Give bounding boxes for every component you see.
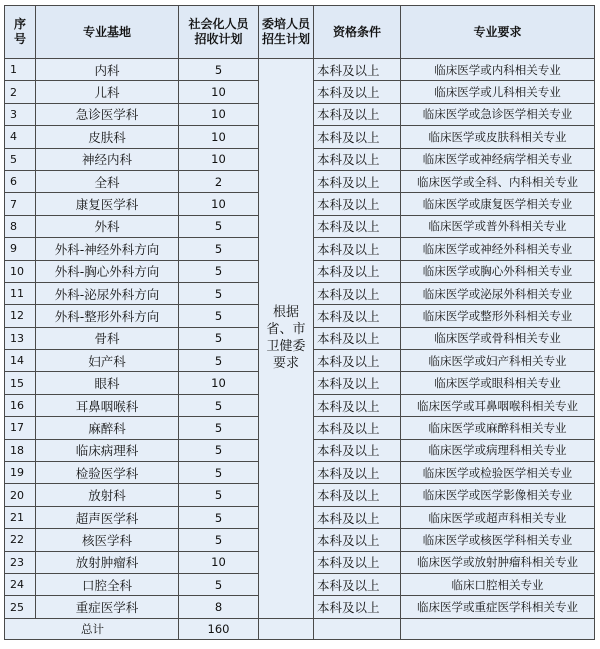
row-qualification: 本科及以上: [314, 126, 401, 148]
row-qualification: 本科及以上: [314, 394, 401, 416]
row-plan: 5: [179, 350, 259, 372]
row-base: 临床病理科: [36, 439, 179, 461]
row-qualification: 本科及以上: [314, 81, 401, 103]
table-row: [5, 59, 595, 81]
row-seq: 3: [5, 103, 36, 125]
row-qualification: 本科及以上: [314, 350, 401, 372]
row-qualification: 本科及以上: [314, 573, 401, 595]
row-plan: 5: [179, 506, 259, 528]
row-seq: 23: [5, 551, 36, 573]
row-qualification: 本科及以上: [314, 596, 401, 618]
row-base: 康复医学科: [36, 193, 179, 215]
row-qualification: 本科及以上: [314, 462, 401, 484]
row-seq: 24: [5, 573, 36, 595]
row-plan: 5: [179, 417, 259, 439]
row-qualification: 本科及以上: [314, 103, 401, 125]
row-qualification: 本科及以上: [314, 238, 401, 260]
row-plan: 5: [179, 260, 259, 282]
row-requirement: 临床口腔相关专业: [401, 573, 595, 595]
row-requirement: 临床医学或全科、内科相关专业: [401, 170, 595, 192]
row-seq: 25: [5, 596, 36, 618]
row-seq: 5: [5, 148, 36, 170]
total-label: 总计: [5, 618, 179, 639]
row-qualification: 本科及以上: [314, 529, 401, 551]
row-base: 耳鼻咽喉科: [36, 394, 179, 416]
row-plan: 10: [179, 193, 259, 215]
row-requirement: 临床医学或内科相关专业: [401, 59, 595, 81]
row-seq: 6: [5, 170, 36, 192]
row-requirement: 临床医学或儿科相关专业: [401, 81, 595, 103]
row-seq: 18: [5, 439, 36, 461]
row-seq: 17: [5, 417, 36, 439]
row-requirement: 临床医学或检验医学相关专业: [401, 462, 595, 484]
row-plan: 5: [179, 394, 259, 416]
row-requirement: 临床医学或普外科相关专业: [401, 215, 595, 237]
row-base: 外科: [36, 215, 179, 237]
row-requirement: 临床医学或骨科相关专业: [401, 327, 595, 349]
row-base: 骨科: [36, 327, 179, 349]
row-seq: 10: [5, 260, 36, 282]
row-requirement: 临床医学或麻醉科相关专业: [401, 417, 595, 439]
row-plan: 5: [179, 439, 259, 461]
row-qualification: 本科及以上: [314, 506, 401, 528]
row-seq: 7: [5, 193, 36, 215]
row-base: 外科-神经外科方向: [36, 238, 179, 260]
row-requirement: 临床医学或耳鼻咽喉科相关专业: [401, 394, 595, 416]
row-plan: 5: [179, 215, 259, 237]
total-empty-cell: [401, 618, 595, 639]
row-seq: 13: [5, 327, 36, 349]
table-body: [5, 59, 595, 640]
row-seq: 2: [5, 81, 36, 103]
row-qualification: 本科及以上: [314, 148, 401, 170]
row-seq: 11: [5, 282, 36, 304]
row-base: 外科-泌尿外科方向: [36, 282, 179, 304]
row-requirement: 临床医学或重症医学科相关专业: [401, 596, 595, 618]
total-empty-cell: [259, 618, 314, 639]
row-base: 内科: [36, 59, 179, 81]
row-requirement: 临床医学或整形外科相关专业: [401, 305, 595, 327]
header-base: 专业基地: [36, 6, 179, 59]
row-base: 儿科: [36, 81, 179, 103]
row-plan: 10: [179, 148, 259, 170]
row-base: 核医学科: [36, 529, 179, 551]
row-requirement: 临床医学或妇产科相关专业: [401, 350, 595, 372]
row-seq: 8: [5, 215, 36, 237]
row-base: 神经内科: [36, 148, 179, 170]
row-plan: 2: [179, 170, 259, 192]
header-social-plan: 社会化人员招收计划: [179, 6, 259, 59]
total-row: [5, 618, 595, 639]
row-requirement: 临床医学或超声科相关专业: [401, 506, 595, 528]
row-seq: 19: [5, 462, 36, 484]
row-seq: 22: [5, 529, 36, 551]
row-plan: 8: [179, 596, 259, 618]
recruitment-plan-table: [4, 5, 595, 640]
row-seq: 4: [5, 126, 36, 148]
row-plan: 5: [179, 238, 259, 260]
row-qualification: 本科及以上: [314, 551, 401, 573]
row-requirement: 临床医学或眼科相关专业: [401, 372, 595, 394]
row-plan: 5: [179, 484, 259, 506]
row-qualification: 本科及以上: [314, 372, 401, 394]
row-requirement: 临床医学或神经外科相关专业: [401, 238, 595, 260]
row-qualification: 本科及以上: [314, 59, 401, 81]
header-seq: 序号: [5, 6, 36, 59]
commission-plan-note: 根据省、市卫健委要求: [259, 59, 314, 619]
total-value: 160: [179, 618, 259, 639]
row-requirement: 临床医学或病理科相关专业: [401, 439, 595, 461]
row-seq: 20: [5, 484, 36, 506]
row-plan: 10: [179, 372, 259, 394]
row-base: 放射肿瘤科: [36, 551, 179, 573]
row-requirement: 临床医学或核医学科相关专业: [401, 529, 595, 551]
row-seq: 1: [5, 59, 36, 81]
row-plan: 5: [179, 573, 259, 595]
row-base: 妇产科: [36, 350, 179, 372]
row-plan: 5: [179, 327, 259, 349]
row-requirement: 临床医学或泌尿外科相关专业: [401, 282, 595, 304]
row-qualification: 本科及以上: [314, 193, 401, 215]
row-plan: 10: [179, 103, 259, 125]
row-plan: 5: [179, 305, 259, 327]
row-qualification: 本科及以上: [314, 170, 401, 192]
row-plan: 10: [179, 551, 259, 573]
row-base: 检验医学科: [36, 462, 179, 484]
row-base: 急诊医学科: [36, 103, 179, 125]
row-base: 超声医学科: [36, 506, 179, 528]
row-seq: 14: [5, 350, 36, 372]
row-base: 放射科: [36, 484, 179, 506]
row-qualification: 本科及以上: [314, 305, 401, 327]
row-requirement: 临床医学或胸心外科相关专业: [401, 260, 595, 282]
recruitment-table-wrapper: [4, 5, 595, 640]
row-base: 口腔全科: [36, 573, 179, 595]
row-seq: 15: [5, 372, 36, 394]
row-base: 眼科: [36, 372, 179, 394]
row-base: 麻醉科: [36, 417, 179, 439]
row-requirement: 临床医学或神经病学相关专业: [401, 148, 595, 170]
row-base: 外科-胸心外科方向: [36, 260, 179, 282]
row-qualification: 本科及以上: [314, 260, 401, 282]
row-qualification: 本科及以上: [314, 484, 401, 506]
row-base: 外科-整形外科方向: [36, 305, 179, 327]
row-qualification: 本科及以上: [314, 439, 401, 461]
row-seq: 16: [5, 394, 36, 416]
total-empty-cell: [314, 618, 401, 639]
header-row: [5, 6, 595, 59]
row-qualification: 本科及以上: [314, 282, 401, 304]
row-seq: 12: [5, 305, 36, 327]
row-plan: 10: [179, 126, 259, 148]
row-requirement: 临床医学或皮肤科相关专业: [401, 126, 595, 148]
row-base: 重症医学科: [36, 596, 179, 618]
row-qualification: 本科及以上: [314, 215, 401, 237]
row-seq: 9: [5, 238, 36, 260]
row-requirement: 临床医学或放射肿瘤科相关专业: [401, 551, 595, 573]
row-requirement: 临床医学或医学影像相关专业: [401, 484, 595, 506]
row-requirement: 临床医学或急诊医学相关专业: [401, 103, 595, 125]
row-seq: 21: [5, 506, 36, 528]
row-plan: 5: [179, 282, 259, 304]
row-plan: 5: [179, 529, 259, 551]
header-commission-plan: 委培人员招生计划: [259, 6, 314, 59]
row-requirement: 临床医学或康复医学相关专业: [401, 193, 595, 215]
row-base: 全科: [36, 170, 179, 192]
header-qualification: 资格条件: [314, 6, 401, 59]
row-plan: 10: [179, 81, 259, 103]
row-plan: 5: [179, 462, 259, 484]
row-qualification: 本科及以上: [314, 417, 401, 439]
row-qualification: 本科及以上: [314, 327, 401, 349]
row-plan: 5: [179, 59, 259, 81]
header-requirement: 专业要求: [401, 6, 595, 59]
row-base: 皮肤科: [36, 126, 179, 148]
